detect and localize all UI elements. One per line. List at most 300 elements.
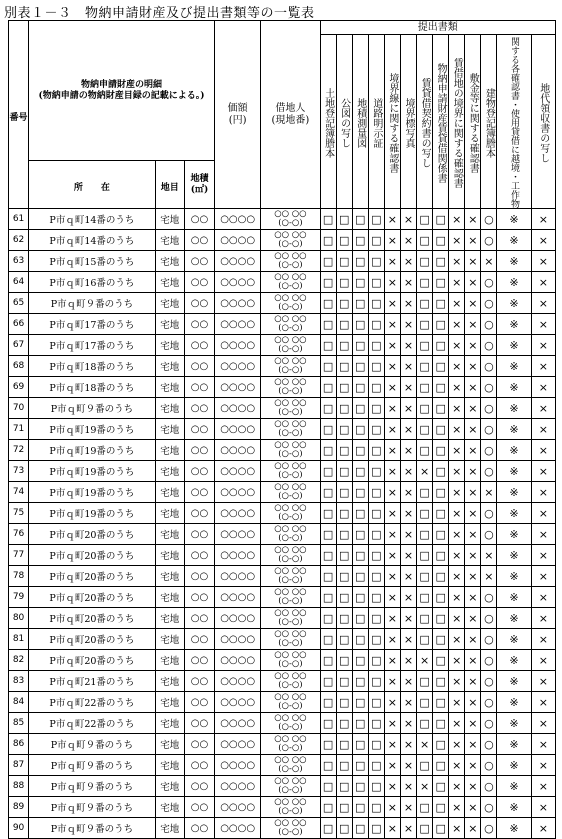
row-doc-status: × xyxy=(400,818,416,839)
row-number: 67 xyxy=(9,335,29,356)
header-doc-9: 賃借地の境界に関する確認書 xyxy=(449,35,465,209)
row-doc-status: ※ xyxy=(497,734,531,755)
row-lessee-lot: (○-○) xyxy=(278,260,303,270)
row-doc-status: × xyxy=(449,524,465,545)
row-doc-status: □ xyxy=(368,398,384,419)
row-doc-status: × xyxy=(531,272,555,293)
row-doc-status: □ xyxy=(320,818,336,839)
row-lessee xyxy=(261,209,320,230)
row-doc-status: □ xyxy=(417,314,433,335)
row-doc-status: × xyxy=(449,293,465,314)
row-price: ○○○○ xyxy=(215,566,261,587)
row-lessee xyxy=(261,251,320,272)
row-doc-status: □ xyxy=(352,230,368,251)
row-doc-status: ※ xyxy=(497,377,531,398)
row-doc-status: ○ xyxy=(481,692,497,713)
row-doc-status: □ xyxy=(368,230,384,251)
row-lessee-name: ○○ ○○ xyxy=(274,629,307,639)
row-lessee xyxy=(261,566,320,587)
row-land-type: 宅地 xyxy=(155,671,184,692)
row-lessee xyxy=(261,419,320,440)
row-doc-status: □ xyxy=(417,419,433,440)
row-doc-status: □ xyxy=(336,314,352,335)
row-land-type: 宅地 xyxy=(155,524,184,545)
row-doc-status: □ xyxy=(352,629,368,650)
row-doc-status: □ xyxy=(417,272,433,293)
row-doc-status: × xyxy=(465,293,481,314)
row-doc-status: × xyxy=(465,713,481,734)
row-lessee xyxy=(261,755,320,776)
row-location: P市ｑ町20番のうち xyxy=(29,629,156,650)
row-doc-status: □ xyxy=(352,272,368,293)
row-doc-status: × xyxy=(531,734,555,755)
row-doc-status: □ xyxy=(433,377,449,398)
row-doc-status: × xyxy=(417,734,433,755)
row-doc-status: × xyxy=(400,587,416,608)
header-doc-8: 物納申請財産賃貸借関係書 xyxy=(433,35,449,209)
row-doc-status: □ xyxy=(368,566,384,587)
header-property-details xyxy=(29,21,215,161)
row-doc-status: × xyxy=(465,797,481,818)
row-lessee-lot: (○-○) xyxy=(278,680,303,690)
row-lessee xyxy=(261,545,320,566)
row-price: ○○○○ xyxy=(215,293,261,314)
row-lessee-name: ○○ ○○ xyxy=(274,377,307,387)
row-doc-status: ※ xyxy=(497,503,531,524)
row-doc-status: × xyxy=(400,251,416,272)
row-doc-status: □ xyxy=(417,335,433,356)
row-location: P市ｑ町18番のうち xyxy=(29,356,156,377)
row-number: 75 xyxy=(9,503,29,524)
row-doc-status: □ xyxy=(417,713,433,734)
header-location: 所 在 xyxy=(29,161,156,209)
row-area: ○○ xyxy=(184,377,214,398)
row-doc-status: □ xyxy=(433,419,449,440)
row-doc-status: × xyxy=(449,230,465,251)
row-number: 69 xyxy=(9,377,29,398)
row-lessee xyxy=(261,503,320,524)
row-doc-status: □ xyxy=(320,314,336,335)
row-doc-status: × xyxy=(449,608,465,629)
row-doc-status: × xyxy=(384,545,400,566)
row-doc-status: × xyxy=(531,314,555,335)
row-doc-status: × xyxy=(400,335,416,356)
row-doc-status: □ xyxy=(336,671,352,692)
row-doc-status: × xyxy=(465,524,481,545)
row-doc-status: □ xyxy=(433,209,449,230)
row-doc-status: × xyxy=(384,587,400,608)
table-row xyxy=(9,461,556,482)
row-doc-status: × xyxy=(531,335,555,356)
row-doc-status: □ xyxy=(433,692,449,713)
row-price: ○○○○ xyxy=(215,209,261,230)
row-doc-status: × xyxy=(531,692,555,713)
row-doc-status: □ xyxy=(368,377,384,398)
row-doc-status: × xyxy=(449,713,465,734)
row-doc-status: × xyxy=(465,377,481,398)
row-doc-status: □ xyxy=(368,293,384,314)
row-doc-status: ※ xyxy=(497,692,531,713)
row-doc-status: × xyxy=(400,650,416,671)
row-doc-status: □ xyxy=(320,377,336,398)
row-doc-status: × xyxy=(384,713,400,734)
row-doc-status: × xyxy=(465,461,481,482)
row-doc-status: □ xyxy=(352,440,368,461)
row-number: 80 xyxy=(9,608,29,629)
row-doc-status: □ xyxy=(433,335,449,356)
row-doc-status: × xyxy=(465,482,481,503)
row-doc-status: □ xyxy=(320,713,336,734)
row-doc-status: □ xyxy=(433,314,449,335)
row-doc-status: □ xyxy=(336,440,352,461)
row-doc-status: × xyxy=(384,377,400,398)
row-lessee xyxy=(261,776,320,797)
row-lessee-name: ○○ ○○ xyxy=(274,755,307,765)
row-doc-status: □ xyxy=(336,482,352,503)
row-doc-status: × xyxy=(531,524,555,545)
row-doc-status: × xyxy=(465,608,481,629)
row-doc-status: ○ xyxy=(481,734,497,755)
row-doc-status: × xyxy=(400,419,416,440)
row-doc-status: □ xyxy=(352,293,368,314)
row-doc-status: □ xyxy=(320,251,336,272)
row-lessee-lot: (○-○) xyxy=(278,617,303,627)
row-doc-status: × xyxy=(449,377,465,398)
header-doc-10: 敷金等に関する確認書 xyxy=(465,35,481,209)
row-doc-status: □ xyxy=(336,335,352,356)
row-doc-status: × xyxy=(465,251,481,272)
row-doc-status: □ xyxy=(368,671,384,692)
header-price-label: 価額 xyxy=(227,102,248,114)
row-doc-status: □ xyxy=(352,608,368,629)
row-doc-status: × xyxy=(481,251,497,272)
row-doc-status: □ xyxy=(320,293,336,314)
row-doc-status: ※ xyxy=(497,482,531,503)
row-lessee-lot: (○-○) xyxy=(278,365,303,375)
row-price: ○○○○ xyxy=(215,377,261,398)
row-doc-status: × xyxy=(384,398,400,419)
row-lessee-lot: (○-○) xyxy=(278,344,303,354)
header-doc-1: 土地登記簿謄本 xyxy=(320,35,336,209)
header-lessee-label: 借地人 xyxy=(275,102,306,114)
row-location: P市ｑ町19番のうち xyxy=(29,461,156,482)
row-doc-status: ※ xyxy=(497,545,531,566)
row-doc-status: × xyxy=(384,755,400,776)
row-lessee-name: ○○ ○○ xyxy=(274,692,307,702)
row-lessee-name: ○○ ○○ xyxy=(274,671,307,681)
row-doc-status: □ xyxy=(352,797,368,818)
row-area: ○○ xyxy=(184,335,214,356)
row-location: P市ｑ町９番のうち xyxy=(29,818,156,839)
row-location: P市ｑ町14番のうち xyxy=(29,209,156,230)
row-doc-status: □ xyxy=(433,713,449,734)
row-doc-status: □ xyxy=(320,482,336,503)
row-doc-status: □ xyxy=(433,650,449,671)
row-land-type: 宅地 xyxy=(155,314,184,335)
row-area: ○○ xyxy=(184,713,214,734)
row-price: ○○○○ xyxy=(215,314,261,335)
row-doc-status: × xyxy=(465,335,481,356)
row-doc-status: □ xyxy=(368,335,384,356)
header-doc-4: 道路明示証 xyxy=(368,35,384,209)
table-row xyxy=(9,419,556,440)
row-lessee-lot: (○-○) xyxy=(278,281,303,291)
row-doc-status: □ xyxy=(320,734,336,755)
row-doc-status: ※ xyxy=(497,650,531,671)
row-doc-status: □ xyxy=(352,377,368,398)
row-doc-status: □ xyxy=(417,503,433,524)
row-doc-status: ○ xyxy=(481,440,497,461)
row-price: ○○○○ xyxy=(215,251,261,272)
row-doc-status: × xyxy=(449,692,465,713)
row-area: ○○ xyxy=(184,314,214,335)
row-number: 90 xyxy=(9,818,29,839)
row-number: 86 xyxy=(9,734,29,755)
row-number: 78 xyxy=(9,566,29,587)
row-lessee xyxy=(261,587,320,608)
row-doc-status: □ xyxy=(368,251,384,272)
row-lessee xyxy=(261,314,320,335)
row-doc-status: □ xyxy=(320,797,336,818)
row-doc-status: □ xyxy=(433,566,449,587)
row-doc-status: □ xyxy=(368,755,384,776)
row-doc-status: × xyxy=(465,440,481,461)
header-doc-6: 境界標写真 xyxy=(400,35,416,209)
row-location: P市ｑ町20番のうち xyxy=(29,545,156,566)
row-doc-status: □ xyxy=(368,482,384,503)
table-row xyxy=(9,251,556,272)
row-lessee-name: ○○ ○○ xyxy=(274,398,307,408)
row-number: 77 xyxy=(9,545,29,566)
row-doc-status: × xyxy=(449,482,465,503)
row-doc-status: × xyxy=(384,335,400,356)
row-doc-status: × xyxy=(400,629,416,650)
row-doc-status: × xyxy=(400,797,416,818)
row-number: 85 xyxy=(9,713,29,734)
row-doc-status: × xyxy=(465,419,481,440)
row-doc-status: ※ xyxy=(497,461,531,482)
row-doc-status: ※ xyxy=(497,419,531,440)
row-doc-status: □ xyxy=(433,272,449,293)
table-row xyxy=(9,230,556,251)
row-land-type: 宅地 xyxy=(155,461,184,482)
row-lessee-lot: (○-○) xyxy=(278,785,303,795)
row-doc-status: □ xyxy=(433,503,449,524)
row-doc-status: × xyxy=(465,776,481,797)
header-doc-11: 建物登記簿謄本 xyxy=(481,35,497,209)
row-doc-status: × xyxy=(481,566,497,587)
header-area-label: 地積 xyxy=(190,173,209,184)
row-doc-status: □ xyxy=(336,524,352,545)
row-doc-status: □ xyxy=(417,566,433,587)
row-land-type: 宅地 xyxy=(155,482,184,503)
row-doc-status: □ xyxy=(368,797,384,818)
row-location: P市ｑ町20番のうち xyxy=(29,566,156,587)
row-doc-status: □ xyxy=(336,650,352,671)
table-row xyxy=(9,734,556,755)
row-area: ○○ xyxy=(184,293,214,314)
row-doc-status: □ xyxy=(368,776,384,797)
row-doc-status: □ xyxy=(336,377,352,398)
header-doc-12: 関する各確認書・使用貸借に越境・工作物 xyxy=(497,35,531,209)
row-location: P市ｑ町19番のうち xyxy=(29,419,156,440)
header-doc-5: 境界線に関する確認書 xyxy=(384,35,400,209)
row-price: ○○○○ xyxy=(215,671,261,692)
row-lessee-name: ○○ ○○ xyxy=(274,293,307,303)
row-doc-status: × xyxy=(449,419,465,440)
row-land-type: 宅地 xyxy=(155,251,184,272)
row-lessee-name: ○○ ○○ xyxy=(274,503,307,513)
row-doc-status: □ xyxy=(417,377,433,398)
row-doc-status: □ xyxy=(433,461,449,482)
row-lessee-name: ○○ ○○ xyxy=(274,734,307,744)
row-lessee-name: ○○ ○○ xyxy=(274,272,307,282)
row-area: ○○ xyxy=(184,545,214,566)
row-doc-status: □ xyxy=(336,356,352,377)
row-doc-status: × xyxy=(400,482,416,503)
row-doc-status: × xyxy=(465,398,481,419)
row-doc-status: × xyxy=(449,461,465,482)
table-row xyxy=(9,797,556,818)
row-doc-status: □ xyxy=(336,818,352,839)
row-doc-status: ○ xyxy=(481,671,497,692)
row-lessee-name: ○○ ○○ xyxy=(274,356,307,366)
row-lessee-lot: (○-○) xyxy=(278,218,303,228)
row-price: ○○○○ xyxy=(215,545,261,566)
row-price: ○○○○ xyxy=(215,629,261,650)
row-price: ○○○○ xyxy=(215,503,261,524)
header-area xyxy=(184,161,214,209)
row-area: ○○ xyxy=(184,755,214,776)
row-doc-status: × xyxy=(384,251,400,272)
row-number: 89 xyxy=(9,797,29,818)
row-doc-status: × xyxy=(384,356,400,377)
row-doc-status: □ xyxy=(336,272,352,293)
row-location: P市ｑ町20番のうち xyxy=(29,608,156,629)
table-row xyxy=(9,209,556,230)
row-lessee xyxy=(261,629,320,650)
row-doc-status: □ xyxy=(368,272,384,293)
row-doc-status: ※ xyxy=(497,713,531,734)
row-doc-status: □ xyxy=(320,398,336,419)
row-doc-status: × xyxy=(400,776,416,797)
row-doc-status: × xyxy=(449,650,465,671)
row-lessee-lot: (○-○) xyxy=(278,596,303,606)
row-lessee-name: ○○ ○○ xyxy=(274,650,307,660)
row-number: 87 xyxy=(9,755,29,776)
row-doc-status: × xyxy=(531,377,555,398)
row-doc-status: ※ xyxy=(497,356,531,377)
row-doc-status: × xyxy=(449,503,465,524)
header-price-unit: (円) xyxy=(228,114,247,126)
row-number: 63 xyxy=(9,251,29,272)
row-doc-status: □ xyxy=(368,503,384,524)
row-doc-status: × xyxy=(400,398,416,419)
row-number: 82 xyxy=(9,650,29,671)
row-lessee-lot: (○-○) xyxy=(278,554,303,564)
row-doc-status: × xyxy=(465,671,481,692)
row-doc-status: × xyxy=(465,755,481,776)
row-price: ○○○○ xyxy=(215,230,261,251)
row-lessee-lot: (○-○) xyxy=(278,722,303,732)
row-doc-status: □ xyxy=(320,461,336,482)
row-doc-status: □ xyxy=(433,755,449,776)
row-doc-status: □ xyxy=(336,566,352,587)
row-doc-status: □ xyxy=(433,440,449,461)
row-doc-status: ※ xyxy=(497,209,531,230)
row-area: ○○ xyxy=(184,482,214,503)
row-doc-status: × xyxy=(531,566,555,587)
row-lessee xyxy=(261,713,320,734)
row-lessee-lot: (○-○) xyxy=(278,386,303,396)
row-doc-status: × xyxy=(449,818,465,839)
row-doc-status: × xyxy=(465,545,481,566)
row-lessee-lot: (○-○) xyxy=(278,638,303,648)
row-doc-status: □ xyxy=(433,776,449,797)
row-doc-status: × xyxy=(465,734,481,755)
row-lessee-name: ○○ ○○ xyxy=(274,713,307,723)
row-doc-status: × xyxy=(531,230,555,251)
row-doc-status: × xyxy=(384,818,400,839)
row-land-type: 宅地 xyxy=(155,818,184,839)
row-lessee-lot: (○-○) xyxy=(278,428,303,438)
row-doc-status: □ xyxy=(320,650,336,671)
row-land-type: 宅地 xyxy=(155,335,184,356)
row-location: P市ｑ町17番のうち xyxy=(29,335,156,356)
header-doc-7: 賃貸借契約書の写し xyxy=(417,35,433,209)
row-land-type: 宅地 xyxy=(155,734,184,755)
row-doc-status: □ xyxy=(336,251,352,272)
row-doc-status: × xyxy=(400,524,416,545)
row-doc-status: ○ xyxy=(481,797,497,818)
row-doc-status: ○ xyxy=(481,650,497,671)
row-doc-status: ○ xyxy=(481,272,497,293)
row-location: P市ｑ町20番のうち xyxy=(29,587,156,608)
row-doc-status: ○ xyxy=(481,230,497,251)
row-doc-status: □ xyxy=(433,524,449,545)
header-doc-13: 地代領収書の写し xyxy=(531,35,555,209)
row-doc-status: × xyxy=(449,587,465,608)
row-doc-status: □ xyxy=(352,755,368,776)
row-doc-status: × xyxy=(400,293,416,314)
row-doc-status: ※ xyxy=(497,293,531,314)
page-title: 別表１－３ 物納申請財産及び提出書類等の一覧表 xyxy=(4,6,315,21)
row-doc-status: × xyxy=(531,608,555,629)
row-doc-status: ※ xyxy=(497,524,531,545)
row-lessee xyxy=(261,818,320,839)
table-row xyxy=(9,776,556,797)
table-row xyxy=(9,293,556,314)
row-lessee xyxy=(261,230,320,251)
row-lessee-lot: (○-○) xyxy=(278,533,303,543)
row-lessee-name: ○○ ○○ xyxy=(274,608,307,618)
row-location: P市ｑ町20番のうち xyxy=(29,524,156,545)
row-lessee-lot: (○-○) xyxy=(278,491,303,501)
row-doc-status: × xyxy=(449,272,465,293)
row-doc-status: × xyxy=(400,713,416,734)
row-doc-status: ※ xyxy=(497,272,531,293)
table-row xyxy=(9,713,556,734)
header-doc-2: 公図の写し xyxy=(336,35,352,209)
row-doc-status: × xyxy=(449,545,465,566)
row-doc-status: ○ xyxy=(481,755,497,776)
table-row xyxy=(9,314,556,335)
row-doc-status: □ xyxy=(368,209,384,230)
row-doc-status: × xyxy=(400,734,416,755)
row-land-type: 宅地 xyxy=(155,608,184,629)
row-doc-status: × xyxy=(531,587,555,608)
row-doc-status: □ xyxy=(320,524,336,545)
